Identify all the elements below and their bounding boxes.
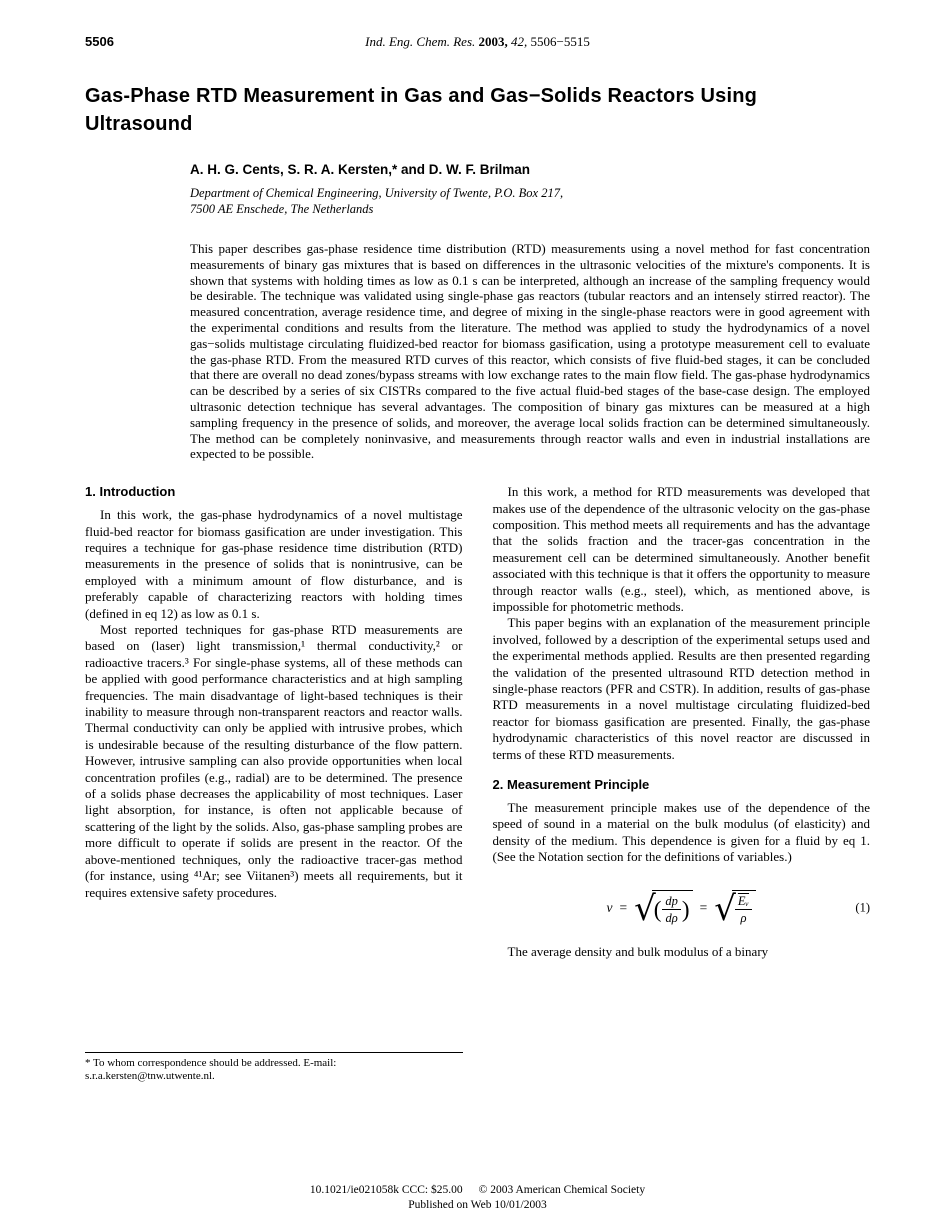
affiliation-line-1: Department of Chemical Engineering, University of Twente, P.O. Box 217, — [190, 186, 564, 200]
fraction-1-denominator: dρ — [665, 911, 678, 926]
radical-sign-icon: √ — [714, 889, 736, 930]
equals-sign-2: = — [699, 899, 708, 915]
footer-line-2 — [85, 1198, 870, 1213]
radical-term-1 — [634, 889, 693, 930]
affiliation — [190, 186, 870, 217]
fraction-ev-rho — [735, 894, 752, 926]
title-line-1: Gas-Phase RTD Measurement in Gas and Gas−Solids Reactors Using — [85, 85, 758, 107]
journal-page-range: 5506−5515 — [530, 34, 590, 49]
principle-paragraph-2: The average density and bulk modulus of a binary — [507, 943, 769, 959]
radicand-1 — [652, 890, 693, 926]
published-on-web: Published on Web 10/01/2003 — [408, 1198, 547, 1211]
principle-paragraph-1: The measurement principle makes use of the dependence of the speed of sound in a material on the bulk modulus (of elasticity) and density of the medium. This dependence is given for a fluid by eq 1. (See the Notation section for the definitions of variables.) — [492, 800, 870, 865]
journal-name: Ind. Eng. Chem. Res. — [365, 34, 476, 49]
paren-open: ( — [653, 897, 662, 923]
running-head — [85, 34, 870, 52]
fraction-2-numerator: Eᵥ — [735, 894, 752, 910]
left-column — [85, 484, 463, 1084]
fraction-2-denominator: ρ — [740, 911, 747, 926]
article-title — [85, 82, 870, 138]
equation-1-body — [606, 889, 756, 930]
intro-paragraph-2: Most reported techniques for gas-phase RTD measurements are based on (laser) light transmission,¹ thermal conductivity,² or radioactive tracers.³ For single-phase systems, all of these methods can be applied with good performance characteristics and at high sampling frequencies. The main disadvantage of light-based techniques is their inability to measure through non-transparent reactors and reactor walls. Thermal conductivity can only be applied with intrusive probes, which is undesirable because of the resulting disturbance of the flow pattern. However, intrusive sampling can also provide opportunities when local concentration profiles (e.g., radial) are to be determined. The presence of a solids phase decreases the applicability of most techniques. Laser light absorption, for instance, is often not applicable because of scattering of the light by the solids. Also, gas-phase sampling probes are more difficult to operate if solids are present in the reactor. Of the above-mentioned techniques, only the radioactive tracer-gas method (for instance, using ⁴¹Ar; see Viitanen³) meets all requirements, but it requires extensive safety procedures. — [85, 622, 463, 900]
section-heading-introduction: 1. Introduction — [85, 484, 176, 500]
paren-close: ) — [681, 897, 690, 923]
radical-term-2 — [714, 889, 756, 930]
footnote-text: * To whom correspondence should be addressed. E-mail: s.r.a.kersten@tnw.utwente.nl. — [85, 1056, 337, 1083]
copyright: © 2003 American Chemical Society — [478, 1184, 646, 1196]
title-line-2: Ultrasound — [85, 113, 193, 135]
equals-sign: = — [619, 899, 628, 915]
page-number: 5506 — [85, 34, 114, 49]
radical-sign-icon: √ — [634, 889, 656, 930]
doi-ccc: 10.1021/ie021058k CCC: $25.00 — [309, 1184, 463, 1196]
abstract-paragraph: This paper describes gas-phase residence time distribution (RTD) measurements using a novel method for fast concentration measurements of binary gas mixtures that is based on differences in the ultrasonic velocities of the mixture's components. It is shown that systems with holding times as low as 0.1 s can be interpreted, although an increase of the sampling frequency would be desirable. The technique was validated using single-phase gas reactors (tubular reactors and an intensely stirred reactor). The measured concentration, average residence time, and degree of mixing in the single-phase reactors were in good agreement with the experimental conditions and results from the literature. The method was applied to study the hydrodynamics of a novel gas−solids multistage circulating fluidized-bed reactor for biomass gasification, using a prototype measurement cell to evaluate the gas-phase RTD. From the measured RTD curves of this reactor, which consists of five fluid-bed stages, it can be concluded that there are overall no dead zones/bypass streams with low exchange rates to the main flow field. The gas-phase hydrodynamics can be described by a series of six CISTRs compared to the five actual fluid-bed stages of the base-case design. The employed ultrasonic detection technique has several advantages. The composition of binary gas mixtures can be measured at a high sampling frequency in the presence of solids, and moreover, the average local solids fraction can be determined simultaneously. The method can be completely noninvasive, and measurements through reactor walls and even in industrial installations are expected to be possible. — [190, 241, 870, 462]
intro-paragraph-1: In this work, the gas-phase hydrodynamics of a novel multistage fluid-bed reactor for biomass gasification are under investigation. This requires a technique for gas-phase residence time distribution (RTD) measurements in the presence of solids that is nonintrusive, can be employed with a minimum amount of flow disturbance, and is preferably capable of characterizing reactors with holding times (defined in eq 12) as low as 0.1 s. — [85, 507, 463, 621]
equation-1 — [493, 884, 871, 932]
journal-citation — [85, 34, 870, 50]
two-column-body — [85, 484, 870, 1084]
journal-volume: 42, — [511, 34, 528, 49]
intro-paragraph-3: In this work, a method for RTD measurements was developed that makes use of the dependence of the ultrasonic velocity on the gas-phase composition. This method meets all requirements and has the advantage that the solids fraction and the tracer-gas concentration in the measurement cell can be determined simultaneously. Another benefit associated with this technique is that it offers the opportunity to measure through reactor walls (e.g., steel), which, as mentioned above, is impossible for photometric methods. — [492, 484, 870, 614]
author-list: A. H. G. Cents, S. R. A. Kersten,* and D. W. F. Brilman — [190, 162, 531, 177]
equation-number: (1) — [855, 900, 870, 915]
equation-lhs-variable: v — [606, 899, 613, 915]
footer-line-1 — [85, 1183, 870, 1198]
affiliation-line-2: 7500 AE Enschede, The Netherlands — [190, 201, 374, 216]
page-footer — [85, 1183, 870, 1212]
right-column — [493, 484, 871, 1084]
fraction-dp-drho — [662, 894, 681, 926]
correspondence-footnote — [85, 1046, 463, 1085]
intro-paragraph-4: This paper begins with an explanation of the measurement principle involved, followed by a description of the experimental setups used and the experimental methods applied. Results are then presented regarding the validation of the presented ultrasound RTD detection method in single-phase reactors (PFR and CSTR). In addition, results of gas-phase RTD measurements in a novel multistage circulating fluidized-bed reactor for biomass gasification are presented. Finally, the gas-phase hydrodynamic characteristics of this novel reactor are discussed in terms of these RTD measurements. — [492, 615, 870, 762]
fraction-1-numerator: dp — [662, 894, 681, 910]
journal-year: 2003, — [478, 34, 508, 49]
footnote-rule — [85, 1052, 463, 1053]
section-heading-measurement-principle: 2. Measurement Principle — [492, 777, 650, 793]
